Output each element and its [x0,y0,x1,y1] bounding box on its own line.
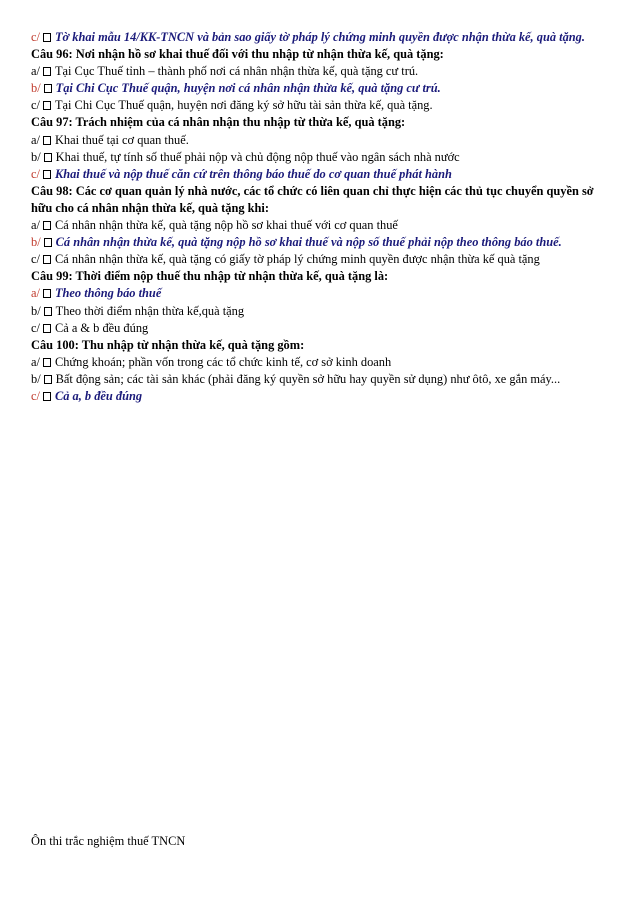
correct-answer-option [31,388,611,405]
answer-option [31,354,611,371]
question-heading [31,183,611,217]
answer-option [31,132,611,149]
answer-option [31,63,611,80]
option-text: Khai thuế tại cơ quan thuế. [54,132,189,147]
page-footer: Ôn thi trắc nghiệm thuế TNCN [31,834,186,848]
option-text: Cá nhân nhận thừa kế, quà tặng nộp hồ sơ khai thuế và nộp số thuế phải nộp theo thông báo thuế. [55,235,562,250]
question-text: Câu 96: Nơi nhận hồ sơ khai thuế đối với thu nhập từ nhận thừa kế, quà tặng: [31,47,444,62]
option-text: Cả a & b đều đúng [54,320,149,335]
option-text: Bất động sản; các tài sản khác (phải đăng ký quyền sở hữu hay quyền sử dụng) như ôtô, xe gắn máy... [55,371,561,386]
correct-answer-option [31,285,611,302]
question-heading [31,46,611,63]
option-label: c/ [31,252,40,267]
question-heading [31,337,611,354]
correct-answer-option [31,29,611,46]
option-label: b/ [31,303,41,318]
option-label: a/ [31,64,40,79]
question-text: Câu 100: Thu nhập từ nhận thừa kế, quà tặng gồm: [31,337,305,352]
correct-answer-option [31,166,611,183]
option-text: Tờ khai mẫu 14/KK-TNCN và bản sao giấy tờ pháp lý chứng minh quyền được nhận thừa kế, quà tặng. [54,30,585,44]
option-text: Cả a, b đều đúng [54,388,143,403]
checkbox-icon [44,153,52,162]
option-label: b/ [31,371,41,386]
option-label: c/ [31,98,40,113]
answer-option [31,217,611,234]
option-text: Cá nhân nhận thừa kế, quà tặng có giấy tờ pháp lý chứng minh quyền được nhận thừa kế quà tặng [54,252,540,267]
question-heading [31,114,611,131]
checkbox-icon [43,392,51,401]
option-text: Tại Chi Cục Thuế quận, huyện nơi cá nhân nhận thừa kế, quà tặng cư trú. [55,81,441,96]
correct-answer-option [31,80,611,97]
checkbox-icon [43,33,51,42]
checkbox-icon [44,84,52,93]
checkbox-icon [44,238,52,247]
checkbox-icon [43,170,51,179]
checkbox-icon [43,358,51,367]
option-text: Tại Chi Cục Thuế quận, huyện nơi đăng ký sở hữu tài sản thừa kế, quà tặng. [54,98,433,113]
question-heading [31,268,611,285]
answer-option [31,320,611,337]
question-text: Câu 99: Thời điểm nộp thuế thu nhập từ nhận thừa kế, quà tặng là: [31,269,389,284]
question-text: Câu 97: Trách nhiệm của cá nhân nhận thu nhập từ thừa kế, quà tặng: [31,115,406,130]
checkbox-icon [43,221,51,230]
answer-option [31,371,611,388]
option-text: Theo thông báo thuế [54,286,162,301]
document-body [31,29,611,405]
option-label: c/ [31,320,40,335]
checkbox-icon [43,324,51,333]
option-text: Khai thuế, tự tính số thuế phải nộp và chủ động nộp thuế vào ngân sách nhà nước [55,149,460,164]
checkbox-icon [44,375,52,384]
checkbox-icon [44,307,52,316]
option-label: c/ [31,388,40,403]
option-label: c/ [31,30,40,44]
question-text: Câu 98: Các cơ quan quản lý nhà nước, các tổ chức có liên quan chỉ thực hiện các thủ tục chuyển quyền sở hữu cho cá nhân nhận thừa kế, quà tặng khi: [31,183,594,215]
option-label: a/ [31,354,40,369]
answer-option [31,303,611,320]
checkbox-icon [43,67,51,76]
option-label: a/ [31,286,40,301]
correct-answer-option [31,234,611,251]
option-label: a/ [31,218,40,233]
option-text: Khai thuế và nộp thuế căn cứ trên thông báo thuế do cơ quan thuế phát hành [54,166,452,181]
option-label: b/ [31,149,41,164]
checkbox-icon [43,101,51,110]
option-text: Chứng khoán; phần vốn trong các tổ chức kinh tế, cơ sở kinh doanh [54,354,392,369]
option-label: c/ [31,166,40,181]
checkbox-icon [43,289,51,298]
option-label: b/ [31,235,41,250]
option-text: Tại Cục Thuế tỉnh – thành phố nơi cá nhân nhận thừa kế, quà tặng cư trú. [54,64,419,79]
option-label: a/ [31,132,40,147]
answer-option [31,97,611,114]
option-label: b/ [31,81,41,96]
checkbox-icon [43,136,51,145]
answer-option [31,149,611,166]
option-text: Cá nhân nhận thừa kế, quà tặng nộp hồ sơ khai thuế với cơ quan thuế [54,218,398,233]
answer-option [31,251,611,268]
checkbox-icon [43,255,51,264]
option-text: Theo thời điểm nhận thừa kế,quà tặng [55,303,245,318]
